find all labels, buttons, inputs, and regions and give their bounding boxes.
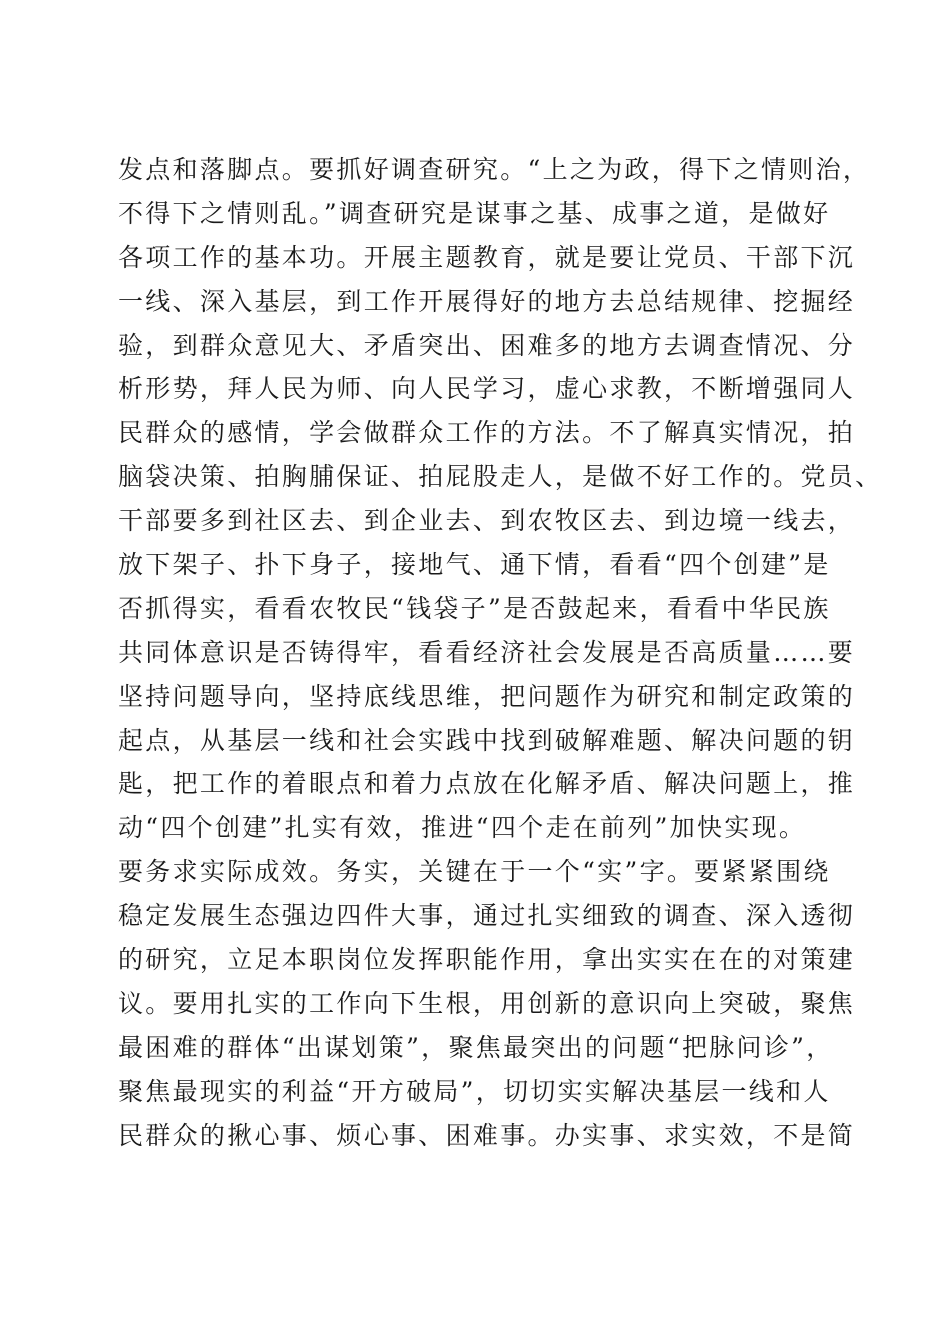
text-line: 验，到群众意见大、矛盾突出、困难多的地方去调查情况、分 (118, 330, 856, 360)
text-line: 民群众的揪心事、烦心事、困难事。办实事、求实效，不是简 (118, 1120, 856, 1150)
body-text (118, 148, 883, 1157)
text-line: 一线、深入基层，到工作开展得好的地方去总结规律、挖掘经 (118, 286, 856, 316)
text-line: 稳定发展生态强边四件大事，通过扎实细致的调查、深入透彻 (118, 901, 856, 931)
text-line: 动“四个创建”扎实有效，推进“四个走在前列”加快实现。 (118, 813, 807, 843)
text-line: 坚持问题导向，坚持底线思维，把问题作为研究和制定政策的 (118, 681, 856, 711)
text-line: 的研究，立足本职岗位发挥职能作用，拿出实实在在的对策建 (118, 945, 856, 975)
text-line: 干部要多到社区去、到企业去、到农牧区去、到边境一线去， (118, 506, 856, 536)
text-line: 否抓得实，看看农牧民“钱袋子”是否鼓起来，看看中华民族 (118, 593, 831, 623)
text-line: 聚焦最现实的利益“开方破局”，切切实实解决基层一线和人 (118, 1076, 831, 1106)
text-line: 发点和落脚点。要抓好调查研究。“上之为政，得下之情则治， (118, 155, 871, 184)
text-line: 放下架子、扑下身子，接地气、通下情，看看“四个创建”是 (118, 550, 831, 580)
text-line: 析形势，拜人民为师、向人民学习，虚心求教，不断增强同人 (118, 374, 856, 404)
text-line: 最困难的群体“出谋划策”，聚焦最突出的问题“把脉问诊”， (118, 1032, 834, 1062)
text-line: 不得下之情则乱。”调查研究是谋事之基、成事之道，是做好 (118, 198, 831, 228)
text-line: 要务求实际成效。务实，关键在于一个“实”字。要紧紧围绕 (118, 857, 831, 887)
text-line: 起点，从基层一线和社会实践中找到破解难题、解决问题的钥 (118, 725, 856, 755)
text-line: 匙，把工作的着眼点和着力点放在化解矛盾、解决问题上，推 (118, 769, 856, 799)
text-line: 各项工作的基本功。开展主题教育，就是要让党员、干部下沉 (118, 242, 856, 272)
text-line: 脑袋决策、拍胸脯保证、拍屁股走人，是做不好工作的。党员、 (118, 462, 883, 492)
text-line: 共同体意识是否铸得牢，看看经济社会发展是否高质量……要 (118, 637, 856, 667)
text-line: 民群众的感情，学会做群众工作的方法。不了解真实情况，拍 (118, 418, 856, 448)
text-line: 议。要用扎实的工作向下生根，用创新的意识向上突破，聚焦 (118, 988, 856, 1018)
